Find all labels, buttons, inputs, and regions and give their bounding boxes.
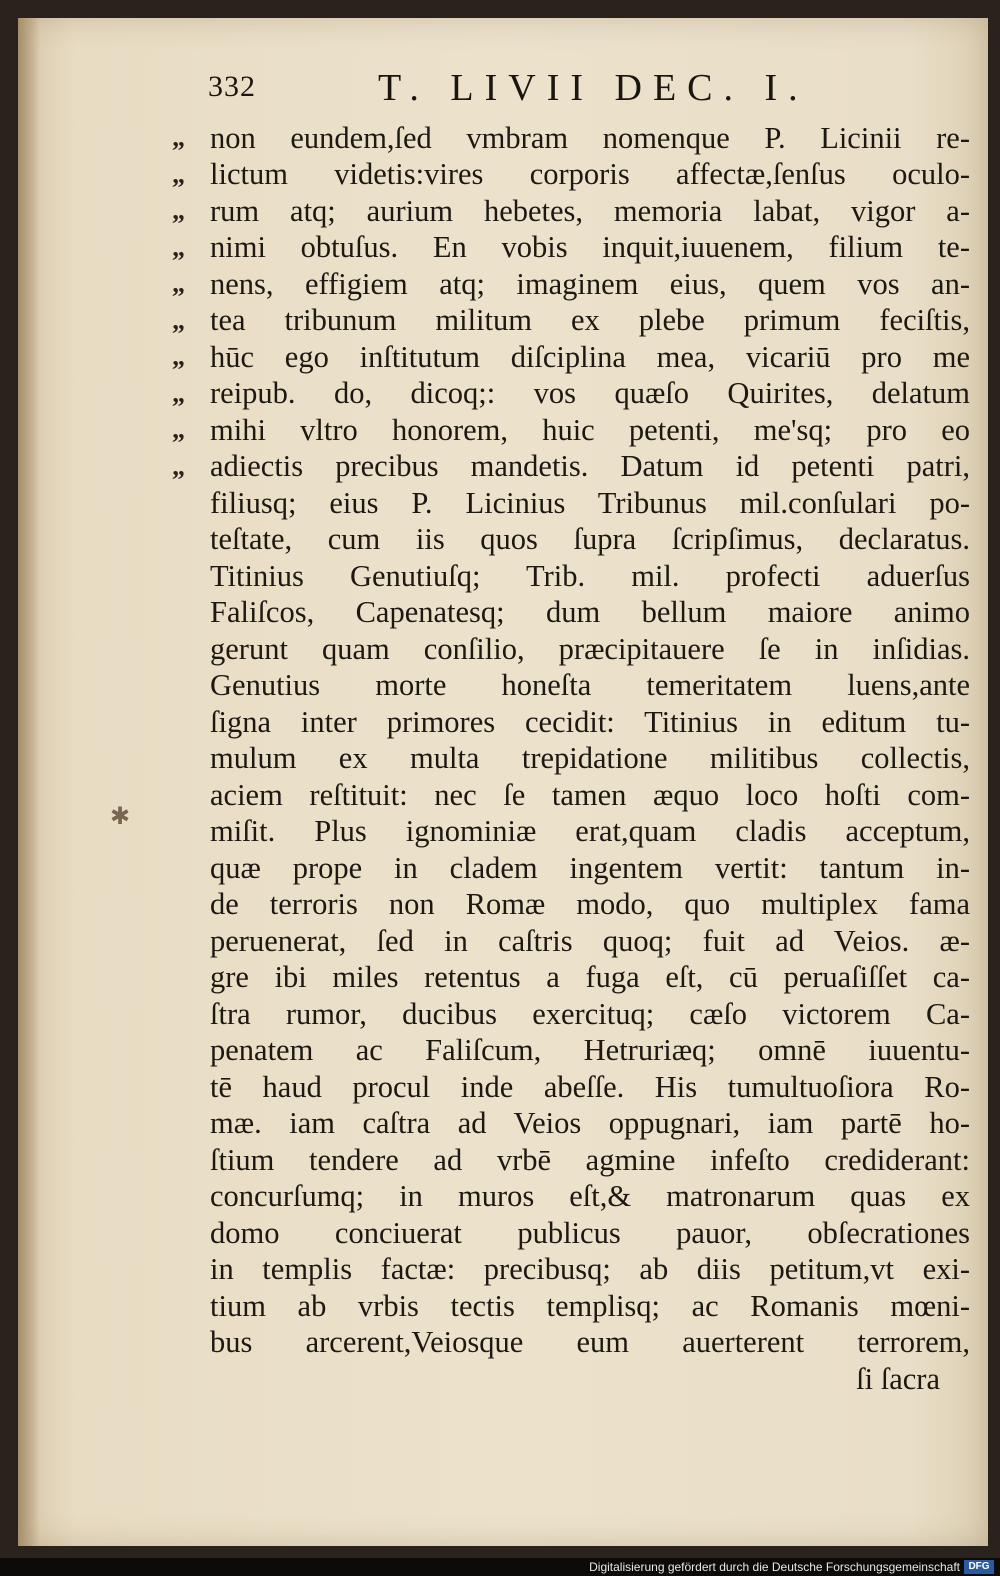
line-text: in templis factæ: precibusq; ab diis petitum,vt exi- <box>210 1252 970 1287</box>
line-text: Genutius morte honeſta temeritatem luens,ante <box>210 668 970 703</box>
line-text: mulum ex multa trepidatione militibus collectis, <box>210 741 970 776</box>
quotation-mark: „ <box>172 305 185 335</box>
text-line <box>210 485 970 522</box>
line-text: tea tribunum militum ex plebe primum feciſtis, <box>210 303 970 338</box>
text-line <box>172 412 970 449</box>
quotation-mark: „ <box>172 342 185 372</box>
text-line <box>210 1325 970 1362</box>
line-text: mæ. iam caſtra ad Veios oppugnari, iam partē ho- <box>210 1106 970 1141</box>
text-line <box>210 996 970 1033</box>
text-block <box>172 120 970 1398</box>
text-line <box>172 120 970 157</box>
text-line <box>210 522 970 559</box>
line-text: Faliſcos, Capenatesq; dum bellum maiore animo <box>210 595 970 630</box>
text-line <box>210 1069 970 1106</box>
line-text: tē haud procul inde abeſſe. His tumultuoſiora Ro- <box>210 1069 970 1104</box>
funding-credit: Digitalisierung gefördert durch die Deutsche Forschungsgemeinschaft <box>589 1560 960 1574</box>
quotation-mark: „ <box>172 415 185 445</box>
text-line <box>172 449 970 486</box>
line-text: Titinius Genutiuſq; Trib. mil. profecti aduerſus <box>210 558 970 593</box>
text-line <box>210 1361 970 1398</box>
text-line <box>172 339 970 376</box>
quotation-mark: „ <box>172 196 185 226</box>
line-text: de terroris non Romæ modo, quo multiplex fama <box>210 887 970 922</box>
line-text: filiusq; eius P. Licinius Tribunus mil.conſulari po- <box>210 485 970 520</box>
text-line <box>210 1142 970 1179</box>
quotation-mark: „ <box>172 269 185 299</box>
line-text: quæ prope in cladem ingentem vertit: tantum in- <box>210 850 970 885</box>
quotation-mark: „ <box>172 123 185 153</box>
text-line <box>210 704 970 741</box>
line-text: peruenerat, ſed in caſtris quoq; fuit ad Veios. æ- <box>210 923 970 958</box>
running-head <box>208 66 968 116</box>
line-text: aciem reſtituit: nec ſe tamen æquo loco hoſti com- <box>210 777 970 812</box>
text-line <box>210 1106 970 1143</box>
line-text: nimi obtuſus. En vobis inquit,iuuenem, filium te- <box>210 230 970 265</box>
text-line <box>172 376 970 413</box>
line-text: ſtra rumor, ducibus exercituq; cæſo victorem Ca- <box>210 996 970 1031</box>
text-line <box>210 960 970 997</box>
line-text: adiectis precibus mandetis. Datum id petenti patri, <box>210 449 970 484</box>
text-line <box>172 157 970 194</box>
text-line <box>210 1179 970 1216</box>
text-line <box>210 668 970 705</box>
line-text: hūc ego inſtitutum diſciplina mea, vicariū pro me <box>210 339 970 374</box>
line-text: tium ab vrbis tectis templisq; ac Romanis mœni- <box>210 1288 970 1323</box>
quotation-mark: „ <box>172 232 185 262</box>
text-line <box>210 1033 970 1070</box>
dfg-logo: DFG <box>964 1560 994 1574</box>
line-text: mihi vltro honorem, huic petenti, me'sq; pro eo <box>210 412 970 447</box>
text-line <box>210 777 970 814</box>
quotation-mark: „ <box>172 378 185 408</box>
line-text: concurſumq; in muros eſt,& matronarum quas ex <box>210 1179 970 1214</box>
text-line <box>172 303 970 340</box>
line-text: bus arcerent,Veiosque eum auerterent terrorem, <box>210 1325 970 1360</box>
book-page <box>18 18 988 1546</box>
line-text: gerunt quam conſilio, præcipitauere ſe in inſidias. <box>210 631 970 666</box>
text-line <box>210 741 970 778</box>
text-line <box>210 631 970 668</box>
text-line <box>172 193 970 230</box>
text-line <box>210 887 970 924</box>
text-line <box>210 595 970 632</box>
line-text: non eundem,ſed vmbram nomenque P. Licinii re- <box>210 120 970 155</box>
line-text: penatem ac Faliſcum, Hetruriæq; omnē iuuentu- <box>210 1033 970 1068</box>
line-text: miſit. Plus ignominiæ erat,quam cladis acceptum, <box>210 814 970 849</box>
text-line <box>210 814 970 851</box>
line-text: ſigna inter primores cecidit: Titinius in editum tu- <box>210 704 970 739</box>
text-line <box>210 558 970 595</box>
line-text: nens, effigiem atq; imaginem eius, quem vos an- <box>210 266 970 301</box>
line-text: domo conciuerat publicus pauor, obſecrationes <box>210 1215 970 1250</box>
text-line <box>172 266 970 303</box>
line-text: lictum videtis:vires corporis affectæ,ſenſus oculo- <box>210 157 970 192</box>
text-line <box>210 850 970 887</box>
line-text: gre ibi miles retentus a fuga eſt, cū peruaſiſſet ca- <box>210 960 970 995</box>
running-title: T. LIVII DEC. I. <box>378 67 809 109</box>
quotation-mark: „ <box>172 159 185 189</box>
text-line <box>210 1215 970 1252</box>
page-number: 332 <box>208 70 256 103</box>
line-text: ſi ſacra <box>856 1361 940 1396</box>
page-spine-shadow <box>18 18 40 1546</box>
text-line <box>210 1252 970 1289</box>
margin-ornament: ✱ <box>110 804 131 830</box>
text-line <box>172 230 970 267</box>
text-line <box>210 923 970 960</box>
line-text: rum atq; aurium hebetes, memoria labat, vigor a- <box>210 193 970 228</box>
quotation-mark: „ <box>172 451 185 481</box>
line-text: reipub. do, dicoq;: vos quæſo Quirites, delatum <box>210 376 970 411</box>
line-text: ſtium tendere ad vrbē agmine infeſto crediderant: <box>210 1142 970 1177</box>
line-text: teſtate, cum iis quos ſupra ſcripſimus, declaratus. <box>210 522 970 557</box>
text-line <box>210 1288 970 1325</box>
